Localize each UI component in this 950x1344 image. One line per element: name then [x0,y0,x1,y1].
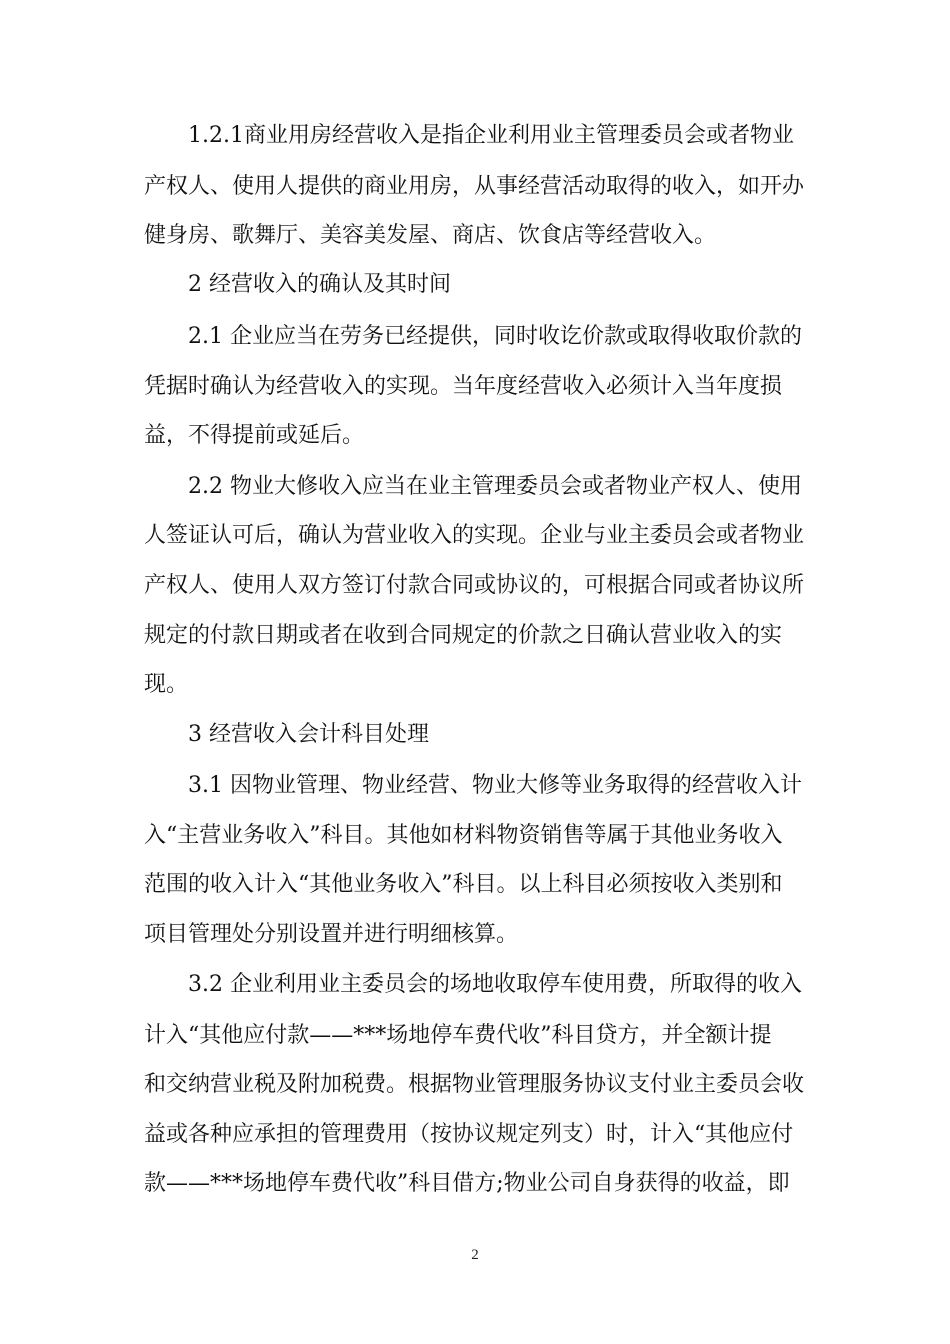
paragraph-2-2-line-2: 人签证认可后，确认为营业收入的实现。企业与业主委员会或者物业 [144,523,805,548]
paragraph-3-2-line-4: 益或各种应承担的管理费用（按协议规定列支）时，计入“其他应付 [144,1122,794,1147]
paragraph-3-1-line-1: 3.1 因物业管理、物业经营、物业大修等业务取得的经营收入计 [188,773,802,798]
paragraph-3-2-line-1: 3.2 企业利用业主委员会的场地收取停车使用费，所取得的收入 [188,972,802,997]
paragraph-3-1-line-4: 项目管理处分别设置并进行明细核算。 [144,922,519,947]
paragraph-1-line-2: 产权人、使用人提供的商业用房，从事经营活动取得的收入，如开办 [144,174,805,199]
paragraph-1-line-3: 健身房、歌舞厅、美容美发屋、商店、饮食店等经营收入。 [144,223,717,248]
paragraph-2-1-line-1: 2.1 企业应当在劳务已经提供，同时收讫价款或取得收取价款的 [188,324,802,349]
paragraph-2-1-line-2: 凭据时确认为经营收入的实现。当年度经营收入必须计入当年度损 [144,374,783,399]
section-heading-2: 2 经营收入的确认及其时间 [188,272,451,297]
paragraph-2-2-line-1: 2.2 物业大修收入应当在业主管理委员会或者物业产权人、使用 [188,474,802,499]
paragraph-3-1-line-3: 范围的收入计入“其他业务收入”科目。以上科目必须按收入类别和 [144,872,783,897]
paragraph-2-2-line-3: 产权人、使用人双方签订付款合同或协议的，可根据合同或者协议所 [144,573,805,598]
paragraph-2-2-line-5: 现。 [144,672,189,697]
paragraph-2-2-line-4: 规定的付款日期或者在收到合同规定的价款之日确认营业收入的实 [144,623,783,648]
paragraph-3-2-line-5: 款——***场地停车费代收”科目借方;物业公司自身获得的收益，即 [144,1171,790,1196]
paragraph-3-2-line-3: 和交纳营业税及附加税费。根据物业管理服务协议支付业主委员会收 [144,1072,805,1097]
paragraph-2-1-line-3: 益，不得提前或延后。 [144,423,365,448]
paragraph-3-2-line-2: 计入“其他应付款——***场地停车费代收”科目贷方，并全额计提 [144,1023,772,1048]
paragraph-3-1-line-2: 入“主营业务收入”科目。其他如材料物资销售等属于其他业务收入 [144,823,783,848]
section-heading-3: 3 经营收入会计科目处理 [188,722,429,747]
paragraph-1-line-1: 1.2.1商业用房经营收入是指企业利用业主管理委员会或者物业 [188,123,794,148]
page-number: 2 [471,1247,479,1263]
